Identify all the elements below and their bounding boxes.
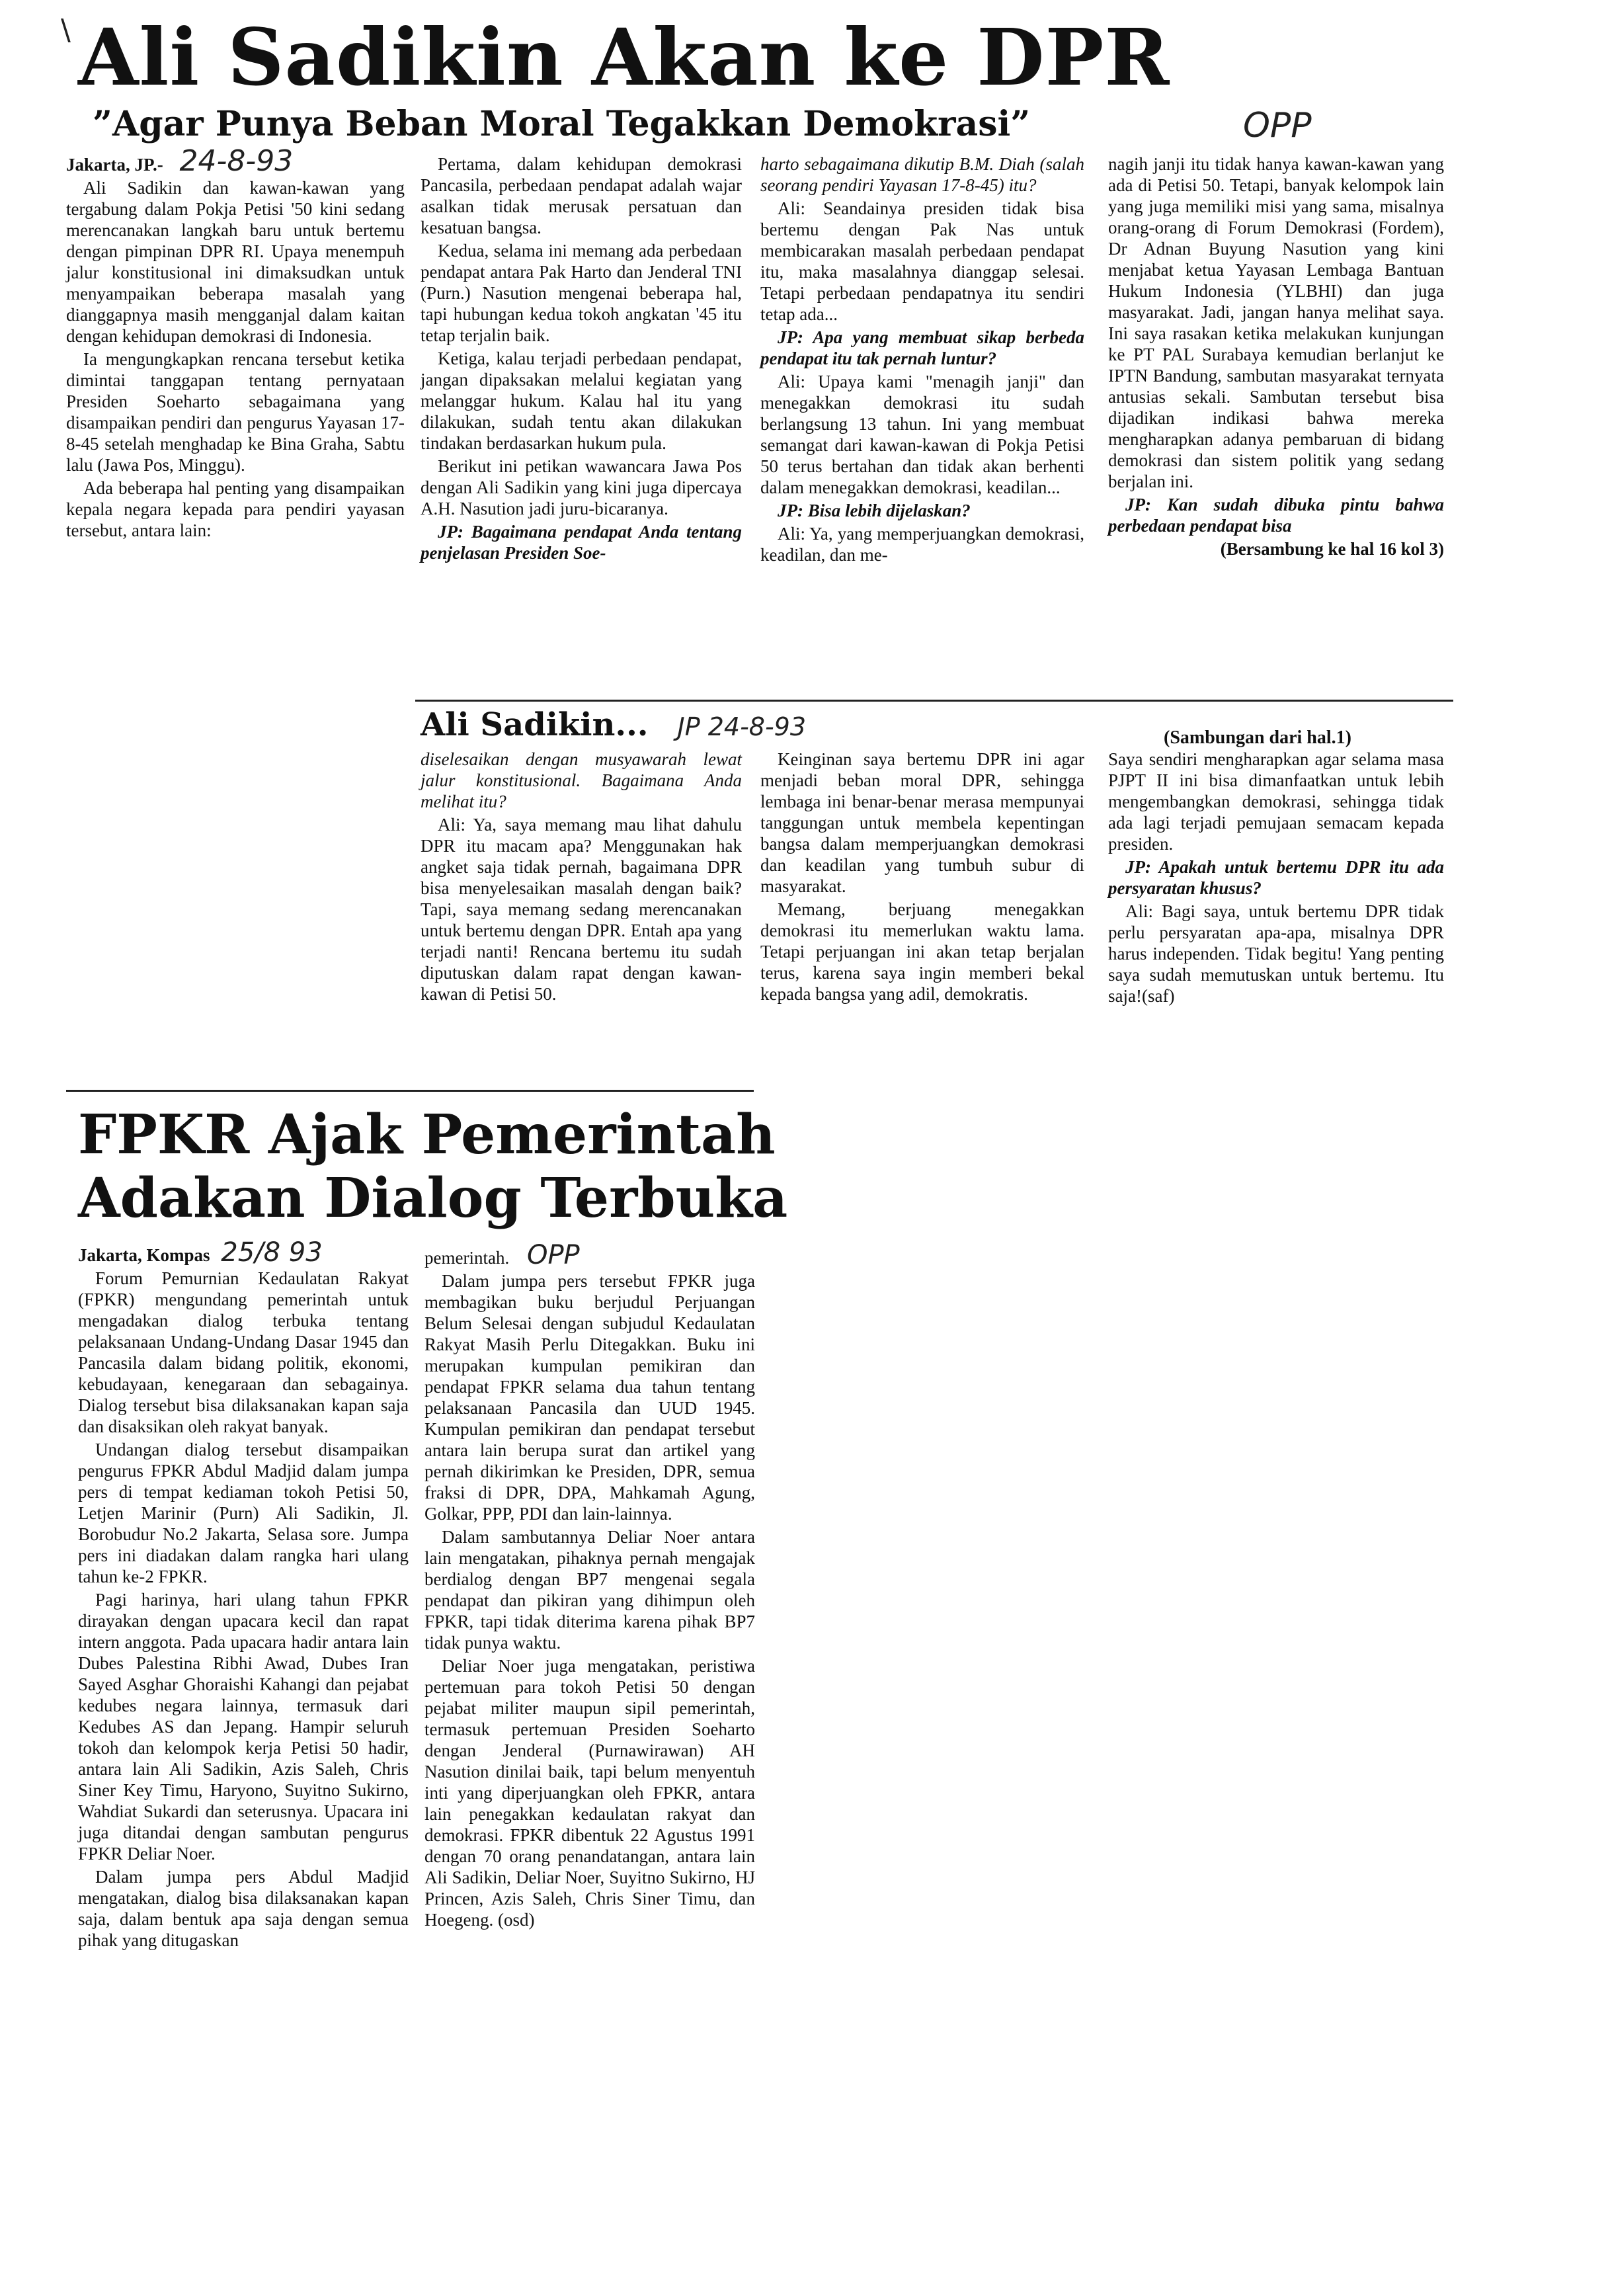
continued-from-note: (Sambungan dari hal.1) [1164,727,1351,748]
handwritten-date: 24-8-93 [179,144,294,178]
article2-title-line-1: FPKR Ajak Pemerintah [78,1103,776,1167]
paragraph: Ketiga, kalau terjadi perbedaan pendapat, jangan dipaksakan melalui kegiatan yang melanggar hukum. Kalau hal itu yang dilakukan, sudah tentu akan dilakukan tindakan berdasarkan hukum pula. [421,348,742,453]
paragraph: Saya sendiri mengharapkan agar selama masa PJPT II ini bisa dimanfaatkan untuk lebih mengembangkan demokrasi, sehingga tidak ada lagi terjadi pemujaan semacam kepada presiden. [1108,749,1444,854]
paragraph: Ali: Seandainya presiden tidak bisa bertemu dengan Pak Nas untuk membicarakan masalah perbedaan pendapat itu, maka masalahnya dianggap selesai. Tetapi perbedaan pendapatnya itu sendiri tetap ada... [760,198,1084,324]
article1-column-1 [66,144,405,543]
continuation-title: Ali Sadikin... [421,706,649,743]
dateline-line [66,144,405,178]
paragraph-with-mark: pemerintah. OPP [424,1240,580,1270]
paragraph: JP: Kan sudah dibuka pintu bahwa perbedaan pendapat bisa [1108,495,1444,536]
continuation-column-2 [760,749,1084,1006]
separator-line [66,1090,754,1092]
paragraph: Undangan dialog tersebut disampaikan pengurus FPKR Abdul Madjid dalam jumpa pers di tempat kediaman tokoh Petisi 50, Letjen Marinir (Purn) Ali Sadikin, Jl. Borobudur No.2 Jakarta, Selasa sore. Jumpa pers ini diadakan dalam rangka hari ulang tahun ke-2 FPKR. [78,1440,409,1586]
paragraph: JP: Apakah untuk bertemu DPR itu ada persyaratan khusus? [1108,857,1444,898]
article1-column-2 [421,153,742,565]
paragraph: Ali: Ya, yang memperjuangkan demokrasi, keadilan, dan me- [760,524,1084,565]
paragraph: JP: Bagaimana pendapat Anda tentang penjelasan Presiden Soe- [421,522,742,563]
article-title: Ali Sadikin Akan ke DPR [78,11,1170,103]
paragraph: Berikut ini petikan wawancara Jawa Pos dengan Ali Sadikin yang kini juga dipercaya A.H. Nasution jadi juru-bicaranya. [421,456,742,518]
separator-line [415,700,1453,702]
paragraph: JP: Bisa lebih dijelaskan? [778,501,971,520]
paragraph: Pagi harinya, hari ulang tahun FPKR dirayakan dengan upacara kecil dan rapat intern anggota. Pada upacara hadir antara lain Dubes Palestina Ribhi Awad, Dubes Iran Sayed Asghar Ghoraishi Kahangi dan pejabat kedubes negara lainnya, termasuk dari Kedubes AS dan Jepang. Hampir seluruh tokoh dan kelompok kerja Petisi 50 hadir, antara lain Ali Sadikin, Azis Saleh, Chris Siner Key Timu, Haryono, Suyitno Sukirno, Wahdiat Sukardi dan seterusnya. Upacara ini juga ditandai dengan sambutan pengurus FPKR Deliar Noer. [78,1590,409,1864]
continued-note: (Bersambung ke hal 16 kol 3) [1220,539,1444,559]
paragraph: Ali Sadikin dan kawan-kawan yang tergabung dalam Pokja Petisi '50 kini sedang merencanakan langkah baru untuk bertemu dengan pimpinan DPR RI. Upaya menempuh jalur konstitusional ini dimaksudkan untuk menyampaikan beberapa masalah yang dianggapnya masih mengganjal dalam kaitan dengan kehidupan demokrasi di Indonesia. [66,178,405,346]
article1-column-3 [760,153,1084,567]
paragraph: diselesaikan dengan musyawarah lewat jalur konstitusional. Bagaimana Anda melihat itu? [421,749,742,811]
paragraph: Ali: Bagi saya, untuk bertemu DPR tidak perlu persyaratan apa-apa, misalnya DPR harus independen. Tidak begitu! Yang penting saya sudah memutuskan untuk bertemu. Itu saja!(saf) [1108,901,1444,1006]
paragraph: Pertama, dalam kehidupan demokrasi Pancasila, perbedaan pendapat adalah wajar asalkan tidak merusak persatuan dan kesatuan bangsa. [421,154,742,237]
dateline-line [78,1237,409,1268]
paragraph: harto sebagaimana dikutip B.M. Diah (salah seorang pendiri Yayasan 17-8-45) itu? [760,154,1084,195]
paragraph: Ali: Ya, saya memang mau lihat dahulu DPR itu macam apa? Menggunakan hak angket saja tidak pernah, bagaimana DPR bisa menyelesaikan masalah dengan baik? Tapi, saya memang sedang merencanakan untuk bertemu dengan DPR. Entah apa yang terjadi nanti! Rencana bertemu itu sudah diputuskan dalam rapat dengan kawan-kawan di Petisi 50. [421,815,742,1004]
continuation-column-1 [421,749,742,1006]
handwritten-margin-mark: OPP [1243,106,1312,145]
paragraph: JP: Apa yang membuat sikap berbeda pendapat itu tak pernah luntur? [760,327,1084,368]
corner-check-mark: \ [61,13,71,47]
dateline: Jakarta, Kompas [78,1245,210,1265]
paragraph: Deliar Noer juga mengatakan, peristiwa pertemuan para tokoh Petisi 50 dengan pejabat militer maupun sipil pemerintah, termasuk pertemuan Presiden Soeharto dengan Jenderal (Purnawirawan) AH Nasution dinilai baik, tapi belum menyentuh inti yang diperjuangkan oleh FPKR, antara lain penegakkan kedaulatan rakyat dan demokrasi. FPKR dibentuk 22 Agustus 1991 dengan 70 orang penandatangan, antara lain Ali Sadikin, Deliar Noer, Suyitno Sukirno, HJ Princen, Azis Saleh, Chris Siner Timu, dan Hoegeng. (osd) [424,1656,755,1930]
article2-column-2 [424,1240,755,1932]
paragraph: nagih janji itu tidak hanya kawan-kawan yang ada di Petisi 50. Tetapi, banyak kelompok lain yang juga memiliki misi yang sama, misalnya orang-orang di Forum Demokrasi (Fordem), Dr Adnan Buyung Nasution yang kini menjabat ketua Yayasan Lembaga Bantuan Hukum Indonesia (YLBHI) dan juga masyarakat. Jadi, jangan hanya melihat saya. Ini saya rasakan ketika melakukan kunjungan ke PT PAL Surabaya kemudian berlanjut ke IPTN Bandung, sambutan masyarakat ternyata antusias sekali. Sambutan tersebut bisa dijadikan indikasi bahwa mereka mengharapkan adanya pembaruan di bidang demokrasi dan sistem politik yang sedang berjalan ini. [1108,154,1444,491]
continuation-column-3 [1108,749,1444,1008]
handwritten-date: JP 24-8-93 [677,712,807,741]
paragraph: Dalam jumpa pers Abdul Madjid mengatakan, dialog bisa dilaksanakan kapan saja, dalam bentuk apa saja dengan semua pihak yang ditugaskan [78,1867,409,1950]
article2-column-1 [78,1237,409,1953]
article-subtitle: ”Agar Punya Beban Moral Tegakkan Demokrasi” [93,104,1031,144]
paragraph: Ia mengungkapkan rencana tersebut ketika dimintai tanggapan tentang pernyataan Presiden Soeharto sebagaimana yang disampaikan pendiri dan pengurus Yayasan 17-8-45 setelah menghadap ke Bina Graha, Sabtu lalu (Jawa Pos, Minggu). [66,349,405,475]
paragraph: Ada beberapa hal penting yang disampaikan kepala negara kepada para pendiri yayasan tersebut, antara lain: [66,478,405,540]
handwritten-mark: OPP [526,1240,580,1270]
handwritten-date: 25/8 93 [221,1237,323,1268]
paragraph: Memang, berjuang menegakkan demokrasi itu memerlukan waktu lama. Tetapi perjuangan ini akan tetap berjalan terus, karena saya ingin memberi bekal kepada bangsa yang adil, demokratis. [760,899,1084,1004]
article1-column-4 [1108,153,1444,561]
paragraph: Forum Pemurnian Kedaulatan Rakyat (FPKR) mengundang pemerintah untuk mengadakan dialog terbuka tentang pelaksanaan Undang-Undang Dasar 1945 dan Pancasila dalam bidang politik, ekonomi, kebudayaan, kenegaraan dan sebagainya. Dialog tersebut bisa dilaksanakan kapan saja dan disaksikan oleh rakyat banyak. [78,1268,409,1436]
dateline: Jakarta, JP.- [66,155,163,175]
paragraph: Dalam sambutannya Deliar Noer antara lain mengatakan, pihaknya pernah mengajak berdialog dengan BP7 mengenai segala pendapat dan pikiran yang dihimpun oleh FPKR, tapi tidak diterima karena pihak BP7 tidak punya waktu. [424,1527,755,1653]
paragraph: Keinginan saya bertemu DPR ini agar menjadi beban moral DPR, sehingga lembaga ini benar-benar merasa mempunyai tanggungan untuk membela kepentingan bangsa dalam memperjuangkan demokrasi dan keadilan yang tumbuh subur di masyarakat. [760,749,1084,896]
paragraph: Dalam jumpa pers tersebut FPKR juga membagikan buku berjudul Perjuangan Belum Selesai dengan subjudul Kedaulatan Rakyat Masih Perlu Ditegakkan. Buku ini merupakan kumpulan pemikiran dan pendapat FPKR selama dua tahun tentang pelaksanaan Pancasila dan UUD 1945. Kumpulan pemikiran dan pendapat tersebut antara lain berupa surat dan artikel yang pernah dikirimkan ke Presiden, DPR, semua fraksi di DPR, DPA, Mahkamah Agung, Golkar, PPP, PDI dan lain-lainnya. [424,1271,755,1524]
paragraph: Kedua, selama ini memang ada perbedaan pendapat antara Pak Harto dan Jenderal TNI (Purn.) Nasution mengenai beberapa hal, tapi hubungan kedua tokoh angkatan '45 itu tetap terjalin baik. [421,241,742,345]
paragraph: Ali: Upaya kami "menagih janji" dan menegakkan demokrasi itu sudah berlangsung 13 tahun. Ini yang membuat semangat dari kawan-kawan di Pokja Petisi 50 terus bertahan dan tidak akan berhenti dalam menegakkan demokrasi, keadilan... [760,372,1084,497]
article2-title-line-2: Adakan Dialog Terbuka [78,1167,788,1230]
